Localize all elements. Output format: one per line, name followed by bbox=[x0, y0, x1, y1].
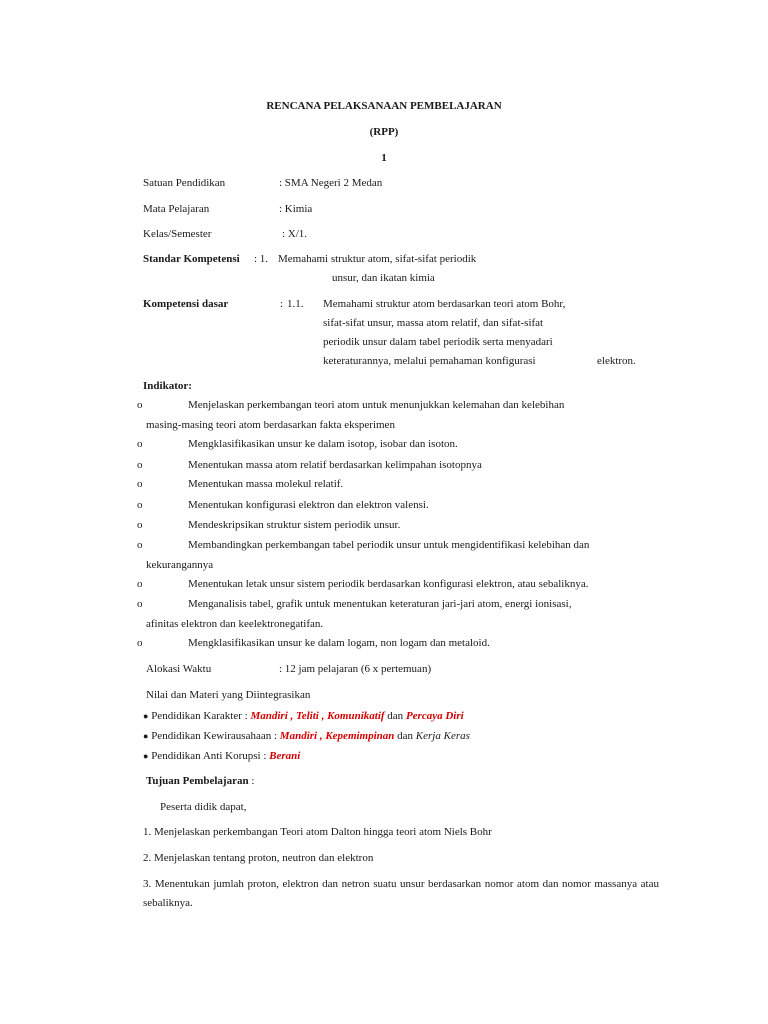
indikator-marker: o bbox=[137, 499, 143, 511]
indikator-item: Menentukan letak unsur sistem periodik berdasarkan konfigurasi elektron, atau sebaliknya. bbox=[188, 578, 589, 590]
kelas-label: Kelas/Semester bbox=[143, 228, 212, 240]
nilai-kewirausahaan bbox=[143, 729, 470, 743]
satuan-value: : SMA Negeri 2 Medan bbox=[279, 177, 383, 189]
document-number: 1 bbox=[381, 152, 387, 164]
alokasi-label: Alokasi Waktu bbox=[146, 663, 212, 675]
indikator-item-cont: kekurangannya bbox=[146, 559, 214, 571]
indikator-marker: o bbox=[137, 478, 143, 490]
indikator-item: Mengklasifikasikan unsur ke dalam isotop, isobar dan isoton. bbox=[188, 438, 458, 450]
indikator-item: Menentukan massa atom relatif berdasarkan kelimpahan isotopnya bbox=[188, 459, 482, 471]
karakter-values: Mandiri , Teliti , Komunikatif bbox=[250, 710, 385, 722]
nilai-karakter bbox=[143, 709, 464, 723]
standar-label: Standar Kompetensi bbox=[143, 253, 240, 265]
tujuan-heading: Tujuan Pembelajaran bbox=[146, 775, 249, 787]
kewira-last: Kerja Keras bbox=[415, 730, 470, 742]
kd-line-3: periodik unsur dalam tabel periodik serta menyadari bbox=[323, 336, 553, 348]
tujuan-heading-row bbox=[146, 774, 254, 788]
tujuan-item-2: 2. Menjelaskan tentang proton, neutron dan elektron bbox=[143, 852, 374, 864]
indikator-marker: o bbox=[137, 637, 143, 649]
indikator-item: Mendeskripsikan struktur sistem periodik unsur. bbox=[188, 519, 401, 531]
standar-line-2: unsur, dan ikatan kimia bbox=[332, 272, 435, 284]
indikator-heading: Indikator: bbox=[143, 380, 192, 392]
indikator-marker: o bbox=[137, 459, 143, 471]
kd-line-4-end: elektron. bbox=[597, 355, 636, 367]
indikator-marker: o bbox=[137, 399, 143, 411]
karakter-dan: dan bbox=[387, 710, 404, 722]
indikator-item-cont: afinitas elektron dan keelektronegatifan. bbox=[146, 618, 324, 630]
indikator-marker: o bbox=[137, 598, 143, 610]
indikator-item-cont: masing-masing teori atom berdasarkan fakta eksperimen bbox=[146, 419, 395, 431]
indikator-item: Menentukan massa molekul relatif. bbox=[188, 478, 344, 490]
indikator-marker: o bbox=[137, 539, 143, 551]
standar-line-1: Memahami struktur atom, sifat-sifat periodik bbox=[278, 253, 477, 265]
kewira-dan: dan bbox=[397, 730, 414, 742]
tujuan-item-1: 1. Menjelaskan perkembangan Teori atom Dalton hingga teori atom Niels Bohr bbox=[143, 826, 492, 838]
karakter-label: Pendidikan Karakter : bbox=[151, 710, 248, 722]
kd-label: Kompetensi dasar bbox=[143, 298, 229, 310]
tujuan-intro: Peserta didik dapat, bbox=[160, 801, 247, 813]
nilai-antikorupsi bbox=[143, 749, 300, 763]
indikator-marker: o bbox=[137, 438, 143, 450]
tujuan-colon: : bbox=[251, 775, 255, 787]
satuan-label: Satuan Pendidikan bbox=[143, 177, 226, 189]
document-title: RENCANA PELAKSANAAN PEMBELAJARAN bbox=[266, 100, 502, 112]
kewira-values: Mandiri , Kepemimpinan bbox=[279, 730, 395, 742]
tujuan-item-3: 3. Menentukan jumlah proton, elektron dan netron suatu unsur berdasarkan nomor atom dan nomor massanya atau sebaliknya. bbox=[143, 878, 659, 909]
antikor-value: Berani bbox=[269, 750, 301, 762]
bullet-icon: ● bbox=[143, 711, 149, 721]
kelas-value: : X/1. bbox=[282, 228, 308, 240]
mapel-value: : Kimia bbox=[279, 203, 313, 215]
document-subtitle: (RPP) bbox=[369, 126, 399, 138]
karakter-last: Percaya Diri bbox=[405, 710, 464, 722]
indikator-item: Membandingkan perkembangan tabel periodik unsur untuk mengidentifikasi kelebihan dan bbox=[188, 539, 590, 551]
indikator-item: Menentukan konfigurasi elektron dan elektron valensi. bbox=[188, 499, 429, 511]
alokasi-value: : 12 jam pelajaran (6 x pertemuan) bbox=[279, 663, 432, 675]
kd-colon: : bbox=[280, 298, 284, 310]
standar-prefix: : 1. bbox=[254, 253, 269, 265]
kd-line-4: keteraturannya, melalui pemahaman konfigurasi bbox=[323, 355, 536, 367]
indikator-item: Menganalisis tabel, grafik untuk menentukan keteraturan jari-jari atom, energi ionisasi, bbox=[188, 598, 572, 610]
indikator-marker: o bbox=[137, 519, 143, 531]
indikator-marker: o bbox=[137, 578, 143, 590]
kd-number: 1.1. bbox=[287, 298, 304, 310]
kd-line-1: Memahami struktur atom berdasarkan teori atom Bohr, bbox=[323, 298, 566, 310]
kd-line-2: sifat-sifat unsur, massa atom relatif, dan sifat-sifat bbox=[323, 317, 544, 329]
antikor-label: Pendidikan Anti Korupsi : bbox=[151, 750, 267, 762]
kewira-label: Pendidikan Kewirausahaan : bbox=[151, 730, 278, 742]
indikator-item: Menjelaskan perkembangan teori atom untuk menunjukkan kelemahan dan kelebihan bbox=[188, 399, 565, 411]
indikator-item: Mengklasifikasikan unsur ke dalam logam, non logam dan metaloid. bbox=[188, 637, 490, 649]
nilai-heading: Nilai dan Materi yang Diintegrasikan bbox=[146, 689, 311, 701]
bullet-icon: ● bbox=[143, 731, 149, 741]
bullet-icon: ● bbox=[143, 751, 149, 761]
mapel-label: Mata Pelajaran bbox=[143, 203, 210, 215]
